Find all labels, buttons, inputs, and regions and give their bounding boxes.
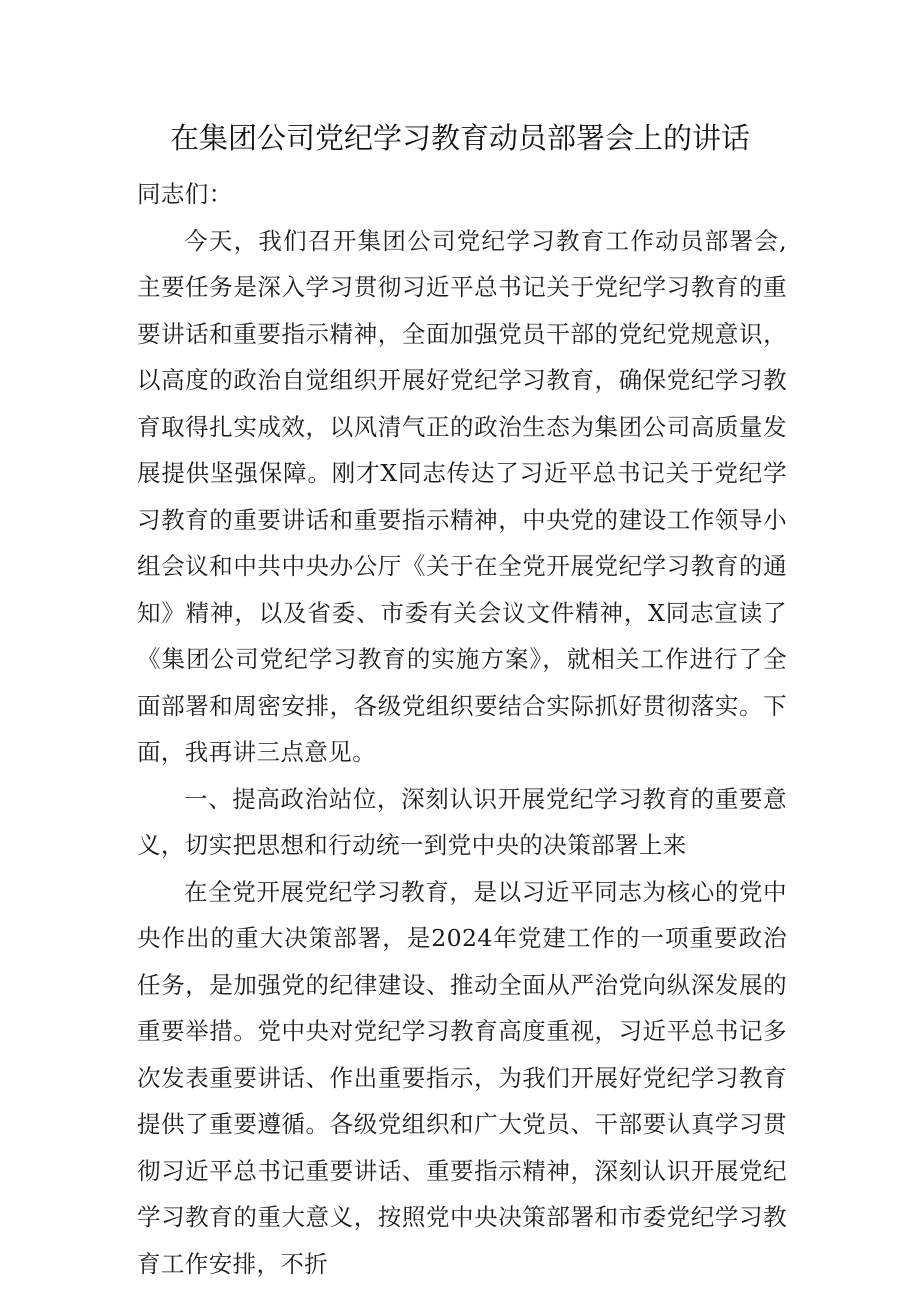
document-title: 在集团公司党纪学习教育动员部署会上的讲话	[169, 121, 750, 155]
section-paragraph-1: 在全党开展党纪学习教育，是以习近平同志为核心的党中央作出的重大决策部署，是2024年党建工作的一项重要政治任务，是加强党的纪律建设、推动全面从严治党向纵深发展的重要举措。党中央对党纪学习教育高度重视，习近平总书记多次发表重要讲话、作出重要指示，为我们开展好党纪学习教育提供了重要遵循。各级党组织和广大党员、干部要认真学习贯彻习近平总书记重要讲话、重要指示精神，深刻认识开展党纪学习教育的重大意义，按照党中央决策部署和市委党纪学习教育工作安排，不折	[137, 877, 787, 1278]
opening-paragraph: 今天，我们召开集团公司党纪学习教育工作动员部署会,主要任务是深入学习贯彻习近平总书记关于党纪学习教育的重要讲话和重要指示精神，全面加强党员干部的党纪党规意识，以高度的政治自觉组织开展好党纪学习教育，确保党纪学习教育取得扎实成效，以风清气正的政治生态为集团公司高质量发展提供坚强保障。刚才X同志传达了习近平总书记关于党纪学习教育的重要讲话和重要指示精神，中央党的建设工作领导小组会议和中共中央办公厅《关于在全党开展党纪学习教育的通知》精神，以及省委、市委有关会议文件精神，X同志宣读了《集团公司党纪学习教育的实施方案》，就相关工作进行了全面部署和周密安排，各级党组织要结合实际抓好贯彻落实。下面，我再讲三点意见。	[137, 226, 787, 766]
section-heading-1: 一、提高政治站位，深刻认识开展党纪学习教育的重要意义，切实把思想和行动统一到党中央的决策部署上来	[137, 784, 787, 859]
salutation: 同志们：	[137, 180, 233, 208]
document-body	[137, 171, 787, 1287]
